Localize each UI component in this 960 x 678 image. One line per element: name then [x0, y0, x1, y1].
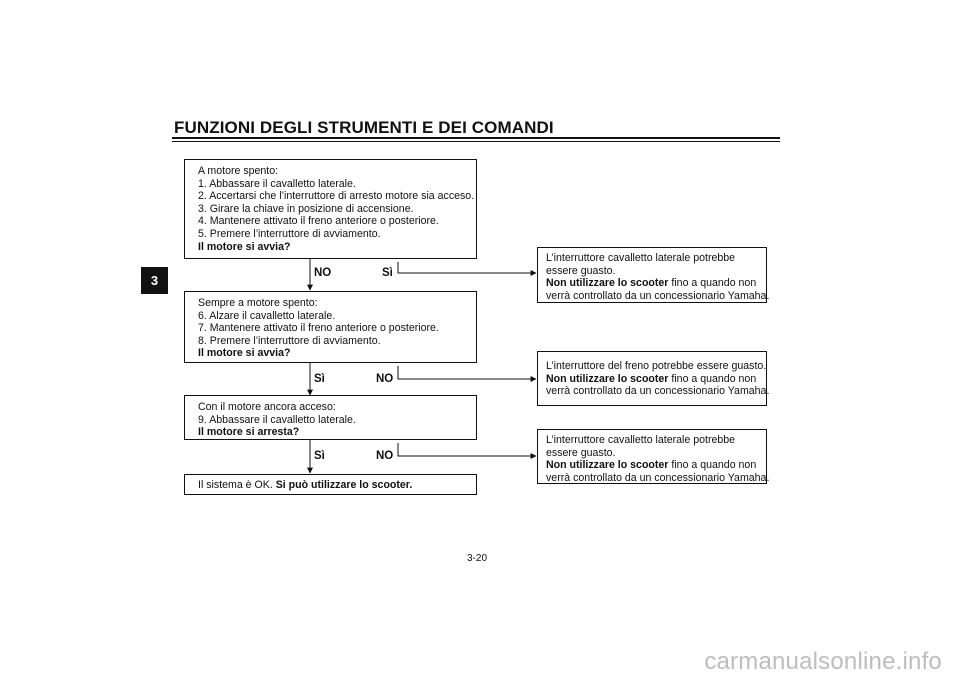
- fault2-line: L’interruttore del freno potrebbe essere guasto.: [546, 360, 767, 372]
- page-title: FUNZIONI DEGLI STRUMENTI E DEI COMANDI: [174, 118, 554, 137]
- result-bold: Si può utilizzare lo scooter.: [275, 479, 413, 491]
- fault1-line: essere guasto.: [546, 264, 616, 277]
- step1-question: Il motore si avvia?: [198, 240, 291, 253]
- fault1-last: verrà controllato da un concessionario Yamaha.: [546, 289, 770, 302]
- fault3-line: L’interruttore cavalletto laterale potrebbe: [546, 434, 736, 446]
- fault1-line: L’interruttore cavalletto laterale potrebbe: [546, 252, 736, 264]
- step3-line: Con il motore ancora acceso:: [198, 401, 336, 413]
- branch2-right-label: NO: [376, 373, 394, 385]
- branch1-down-label: NO: [314, 267, 332, 279]
- fault3-last: verrà controllato da un concessionario Yamaha.: [546, 471, 770, 484]
- fault2-last: verrà controllato da un concessionario Yamaha.: [546, 385, 770, 398]
- step2-question: Il motore si avvia?: [198, 347, 291, 360]
- step3-question: Il motore si arresta?: [198, 426, 300, 439]
- step2-box: [184, 291, 477, 363]
- branch3-down-label: Sì: [314, 450, 325, 462]
- step2-line: 8. Premere l’interruttore di avviamento.: [198, 334, 381, 347]
- step2-line: Sempre a motore spento:: [198, 297, 318, 309]
- branch2-down-label: Sì: [314, 373, 325, 385]
- page-number: 3-20: [467, 553, 488, 564]
- fault1-warning: Non utilizzare lo scooter: [546, 277, 669, 290]
- fault2-tail: fino a quando non: [668, 372, 757, 385]
- result-text: Il sistema è OK.: [198, 479, 276, 491]
- chapter-tab: 3: [141, 267, 168, 294]
- arrow-step2-to-fault2: [398, 366, 536, 379]
- branch1-right-label: Sì: [382, 267, 393, 279]
- step2-line: 7. Mantenere attivato il freno anteriore o posteriore.: [198, 322, 439, 335]
- step3-box: [184, 395, 477, 440]
- arrow-step1-to-fault1: [398, 262, 536, 273]
- fault1-tail: fino a quando non: [668, 277, 757, 290]
- step2-line: 6. Alzare il cavalletto laterale.: [198, 309, 336, 322]
- fault3-box: [537, 429, 770, 484]
- result-box: [184, 474, 477, 495]
- step1-box: [184, 159, 477, 259]
- fault3-warning: Non utilizzare lo scooter: [546, 459, 669, 472]
- step1-line: A motore spento:: [198, 165, 279, 177]
- step1-line: 3. Girare la chiave in posizione di accensione.: [198, 202, 414, 215]
- branch3-right-label: NO: [376, 450, 394, 462]
- step3-line: 9. Abbassare il cavalletto laterale.: [198, 413, 356, 426]
- fault1-box: [537, 247, 770, 303]
- arrow-step3-to-fault3: [398, 443, 536, 456]
- step1-line: 2. Accertarsi che l’interruttore di arresto motore sia acceso.: [198, 190, 475, 203]
- fault3-tail: fino a quando non: [668, 459, 757, 472]
- step1-line: 4. Mantenere attivato il freno anteriore o posteriore.: [198, 215, 439, 228]
- step1-line: 1. Abbassare il cavalletto laterale.: [198, 177, 356, 190]
- fault2-box: [537, 351, 770, 406]
- fault2-warning: Non utilizzare lo scooter: [546, 372, 669, 385]
- step1-line: 5. Premere l’interruttore di avviamento.: [198, 227, 381, 240]
- watermark: carmanualsonline.info: [704, 648, 942, 675]
- fault3-line: essere guasto.: [546, 446, 616, 459]
